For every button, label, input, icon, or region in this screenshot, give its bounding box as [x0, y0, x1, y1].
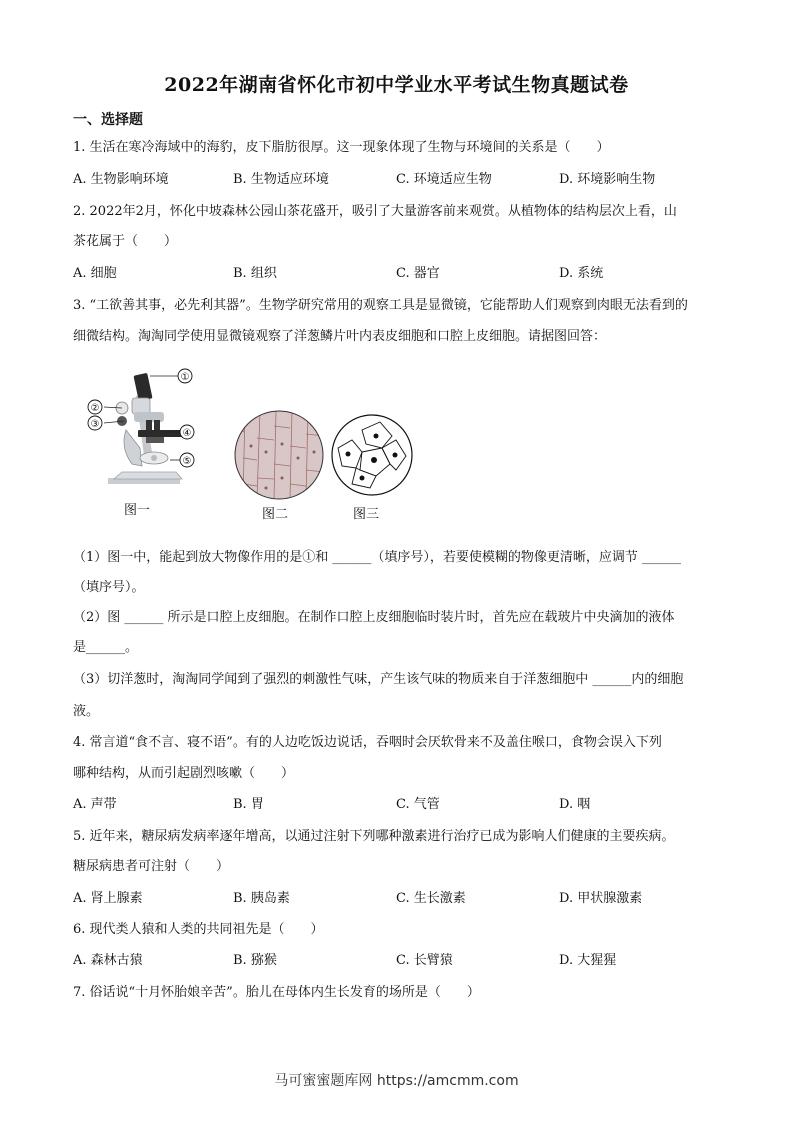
question-6-options: [73, 952, 733, 970]
option-d: D. 大猩猩: [559, 953, 617, 968]
question-3-sub2-line1: （2）图 ______ 所示是口腔上皮细胞。在制作口腔上皮细胞临时装片时，首先应在载玻片中央滴加的液体: [73, 610, 675, 625]
option-d: D. 系统: [559, 266, 604, 281]
question-4-stem-line1: 4. 常言道“食不言、寝不语”。有的人边吃饭边说话，吞咽时会厌软骨来不及盖住喉口，食物会误入下列: [73, 735, 662, 750]
option-c: C. 生长激素: [396, 891, 466, 906]
question-2-stem-line2: 茶花属于（ ）: [73, 234, 178, 249]
question-2-options: [73, 265, 733, 283]
marker-5: ⑤: [182, 456, 192, 467]
question-3-stem-line2: 细微结构。淘淘同学使用显微镜观察了洋葱鳞片叶内表皮细胞和口腔上皮细胞。请据图回答：: [73, 329, 607, 344]
figure-2-caption: 图二: [262, 507, 289, 522]
option-d: D. 甲状腺激素: [559, 891, 643, 906]
marker-2: ②: [90, 403, 100, 414]
footer-watermark: 马可蜜蜜题库网 https://amcmm.com: [274, 1073, 519, 1089]
option-b: B. 胃: [233, 797, 264, 812]
page-title: 2022年湖南省怀化市初中学业水平考试生物真题试卷: [164, 74, 629, 96]
question-3-stem-line1: 3. “工欲善其事，必先利其器”。生物学研究常用的观察工具是显微镜，它能帮助人们观察到肉眼无法看到的: [73, 298, 688, 313]
option-c: C. 长臂猿: [396, 953, 453, 968]
question-3-sub3-line2: 液。: [73, 704, 100, 719]
question-5-stem-line1: 5. 近年来，糖尿病发病率逐年增高，以通过注射下列哪种激素进行治疗已成为影响人们健康的主要疾病。: [73, 829, 675, 844]
question-3-sub3-line1: （3）切洋葱时，淘淘同学闻到了强烈的刺激性气味，产生该气味的物质来自于洋葱细胞中 ______内的细胞: [73, 672, 684, 687]
question-1-options: [73, 171, 733, 189]
question-3-sub1-line1: （1）图一中，能起到放大物像作用的是①和 ______（填序号），若要使模糊的物像更清晰，应调节 ______: [73, 550, 682, 565]
option-b: B. 生物适应环境: [233, 172, 329, 187]
option-a: A. 细胞: [73, 266, 117, 281]
option-c: C. 气管: [396, 797, 440, 812]
question-3-sub1-line2: （填序号）。: [73, 580, 145, 595]
cheek-cells-figure: [332, 415, 412, 495]
question-5-stem-line2: 糖尿病患者可注射（ ）: [73, 859, 230, 874]
microscope-figure: [108, 373, 186, 484]
question-4-stem-line2: 哪种结构，从而引起剧烈咳嗽（ ）: [73, 766, 295, 781]
question-1-stem: 1. 生活在寒冷海域中的海豹，皮下脂肪很厚。这一现象体现了生物与环境间的关系是（ ）: [73, 140, 610, 155]
option-d: D. 环境影响生物: [559, 172, 656, 187]
option-a: A. 肾上腺素: [73, 891, 143, 906]
question-5-options: [73, 890, 733, 908]
figure-3-caption: 图三: [353, 507, 380, 522]
option-c: C. 器官: [396, 266, 440, 281]
question-7-stem: 7. 俗话说“十月怀胎娘辛苦”。胎儿在母体内生长发育的场所是（ ）: [73, 985, 480, 1000]
marker-1: ①: [180, 372, 190, 383]
option-a: A. 声带: [73, 797, 117, 812]
section-heading: 一、选择题: [73, 112, 143, 128]
question-4-options: [73, 796, 733, 814]
marker-3: ③: [90, 419, 100, 430]
figure-1-caption: 图一: [124, 503, 151, 518]
option-b: B. 组织: [233, 266, 277, 281]
option-b: B. 胰岛素: [233, 891, 290, 906]
option-c: C. 环境适应生物: [396, 172, 492, 187]
marker-4: ④: [182, 428, 192, 439]
question-6-stem: 6. 现代类人猿和人类的共同祖先是（ ）: [73, 922, 324, 937]
option-b: B. 猕猴: [233, 953, 277, 968]
option-a: A. 森林古猿: [73, 953, 143, 968]
question-3-sub2-line2: 是______。: [73, 640, 139, 655]
option-a: A. 生物影响环境: [73, 172, 169, 187]
onion-cells-figure: [235, 410, 324, 500]
option-d: D. 咽: [559, 797, 591, 812]
question-2-stem-line1: 2. 2022年2月，怀化中坡森林公园山茶花盛开，吸引了大量游客前来观赏。从植物体的结构层次上看，山: [73, 204, 677, 219]
